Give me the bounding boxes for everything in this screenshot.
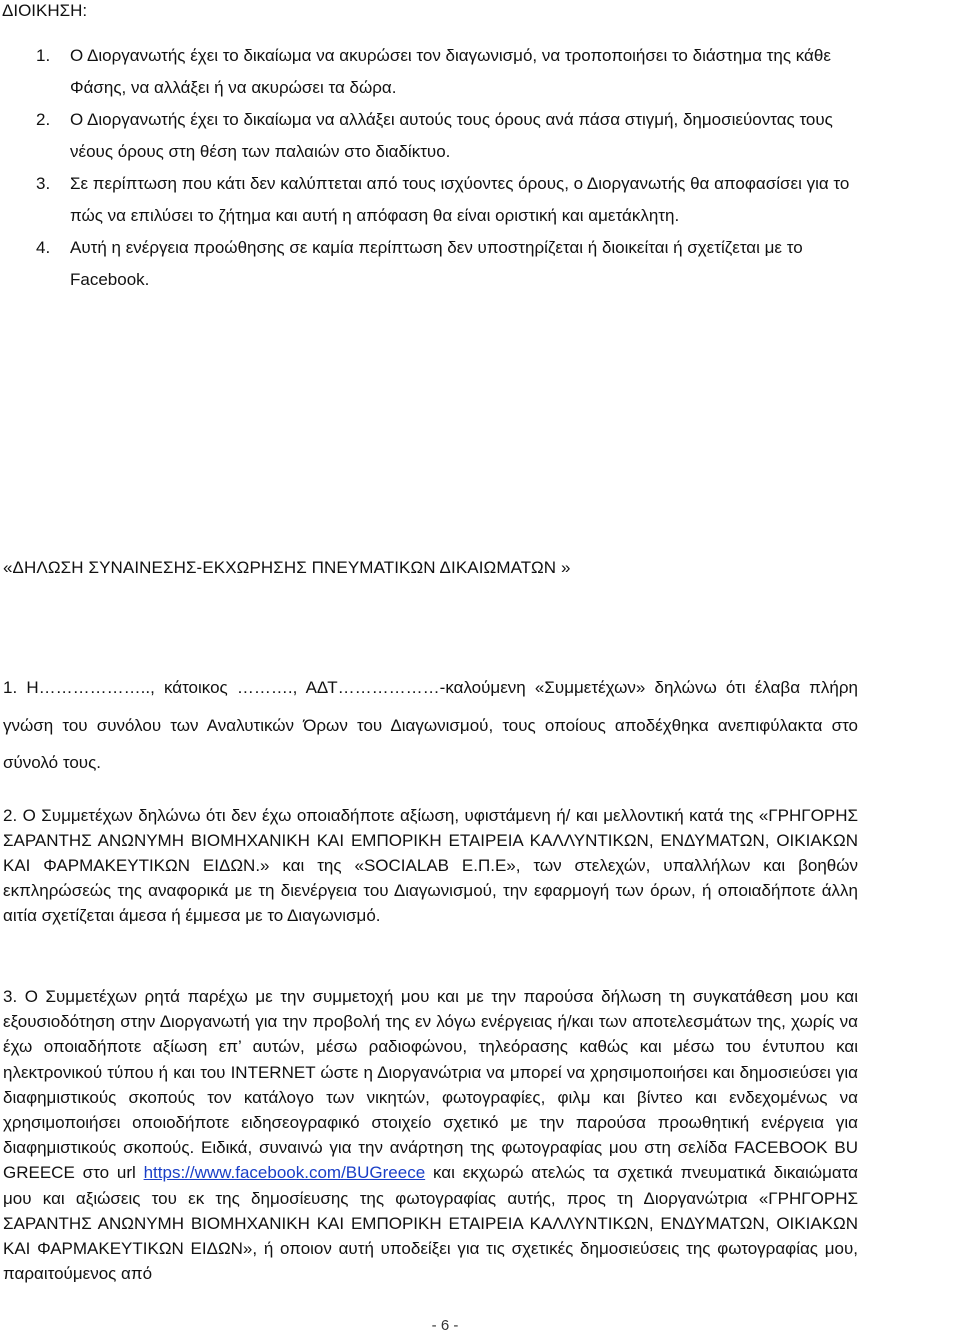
list-item-number: 4.	[36, 238, 51, 257]
list-item-number: 2.	[36, 110, 51, 129]
list-item-text: Ο Διοργανωτής έχει το δικαίωμα να αλλάξει αυτούς τους όρους ανά πάσα στιγμή, δημοσιεύοντας τους νέους όρους στη θέση των παλαιών στο διαδίκτυο.	[70, 110, 833, 161]
declaration-paragraph-2: 2. Ο Συμμετέχων δηλώνω ότι δεν έχω οποιαδήποτε αξίωση, υφιστάμενη ή/ και μελλοντική κατά της «ΓΡΗΓΟΡΗΣ ΣΑΡΑΝΤΗΣ ΑΝΩΝΥΜΗ ΒΙΟΜΗΧΑΝΙΚΗ ΚΑΙ ΕΜΠΟΡΙΚΗ ΕΤΑΙΡΕΙΑ ΚΑΛΛΥΝΤΙΚΩΝ, ΕΝΔΥΜΑΤΩΝ, ΟΙΚΙΑΚΩΝ ΚΑΙ ΦΑΡΜΑΚΕΥΤΙΚΩΝ ΕΙΔΩΝ.» και της «SOCIALAB Ε.Π.Ε», των στελεχών, υπαλλήλων και βοηθών εκπληρώσεώς της αναφορικά με τη διενέργεια του Διαγωνισμού, την εφαρμογή των όρων, ή οποιαδήποτε άλλη αιτία σχετίζεται άμεσα ή έμμεσα με το Διαγωνισμό.	[3, 806, 858, 925]
list-item	[0, 232, 860, 296]
list-item	[0, 168, 860, 232]
list-item	[0, 40, 860, 104]
declaration-paragraph-1: 1. Η……………….., κάτοικος ………., ΑΔΤ………………-καλούμενη «Συμμετέχων» δηλώνω ότι έλαβα πλήρη γνώση του συνόλου των Αναλυτικών Όρων του Διαγωνισμού, τους οποίους αποδέχθηκα ανεπιφύλακτα στο σύνολό τους.	[3, 678, 858, 772]
page-number: - 6 -	[431, 1317, 459, 1334]
list-item-text: Ο Διοργανωτής έχει το δικαίωμα να ακυρώσει τον διαγωνισμό, να τροποποιήσει το διάστημα της κάθε Φάσης, να αλλάξει ή να ακυρώσει τα δώρα.	[70, 46, 831, 97]
declaration-title: «ΔΗΛΩΣΗ ΣΥΝΑΙΝΕΣΗΣ-ΕΚΧΩΡΗΣΗΣ ΠΝΕΥΜΑΤΙΚΩΝ ΔΙΚΑΙΩΜΑΤΩΝ »	[3, 558, 571, 577]
paragraph-3-text-start: 3. Ο Συμμετέχων ρητά παρέχω με την συμμετοχή μου και με την παρούσα δήλωση τη συγκατάθεση μου και εξουσιοδότηση στην Διοργανωτή για την προβολή της εν λόγω ενέργειας ή/και των αποτελεσμάτων της, χωρίς να έχω οποιαδήποτε αξίωση επ’ αυτών, μέσω ραδιοφώνου, τηλεόρασης καθώς και μέσω του έντυπου και ηλεκτρονικού τύπου ή και του INTERNET ώστε η Διοργανώτρια να μπορεί να χρησιμοποιήσει και δημοσιεύσει για διαφημιστικούς σκοπούς τον κατάλογο των νικητών, φωτογραφίες, φιλμ και βίντεο και ενδεχομένως να χρησιμοποιήσει οποιοδήποτε ειδησεογραφικό στοιχείο σχετικό με την παρούσα προωθητική ενέργεια για διαφημιστικούς σκοπούς. Ειδικά, συναινώ για την ανάρτηση της φωτογραφίας μου στη σελίδα FACEBOOK BU GREECE στο url	[3, 987, 858, 1183]
list-item-text: Σε περίπτωση που κάτι δεν καλύπτεται από τους ισχύοντες όρους, ο Διοργανωτής θα αποφασίσει για το πώς να επιλύσει το ζήτημα και αυτή η απόφαση θα είναι οριστική και αμετάκλητη.	[70, 174, 850, 225]
list-item-text: Αυτή η ενέργεια προώθησης σε καμία περίπτωση δεν υποστηρίζεται ή διοικείται ή σχετίζεται με το Facebook.	[70, 238, 803, 289]
list-item	[0, 104, 860, 168]
list-item-number: 1.	[36, 46, 51, 65]
declaration-paragraph-3	[3, 984, 858, 1286]
terms-list	[0, 40, 860, 296]
list-item-number: 3.	[36, 174, 51, 193]
section-heading: ΔΙΟΙΚΗΣΗ:	[2, 1, 88, 20]
paragraph-3-text-end: και εκχωρώ ατελώς τα σχετικά πνευματικά δικαιώματα μου και αξιώσεις του εκ της δημοσίευσης της φωτογραφίας αυτής, προς τη Διοργανώτρια «ΓΡΗΓΟΡΗΣ ΣΑΡΑΝΤΗΣ ΑΝΩΝΥΜΗ ΒΙΟΜΗΧΑΝΙΚΗ ΚΑΙ ΕΜΠΟΡΙΚΗ ΕΤΑΙΡΕΙΑ ΚΑΛΛΥΝΤΙΚΩΝ, ΕΝΔΥΜΑΤΩΝ, ΟΙΚΙΑΚΩΝ ΚΑΙ ΦΑΡΜΑΚΕΥΤΙΚΩΝ ΕΙΔΩΝ», ή οποιον αυτή υποδείξει για τις σχετικές δημοσιεύσεις της φωτογραφίας μου, παραιτούμενος από	[3, 1163, 859, 1284]
facebook-link[interactable]: https://www.facebook.com/BUGreece	[143, 1163, 426, 1183]
